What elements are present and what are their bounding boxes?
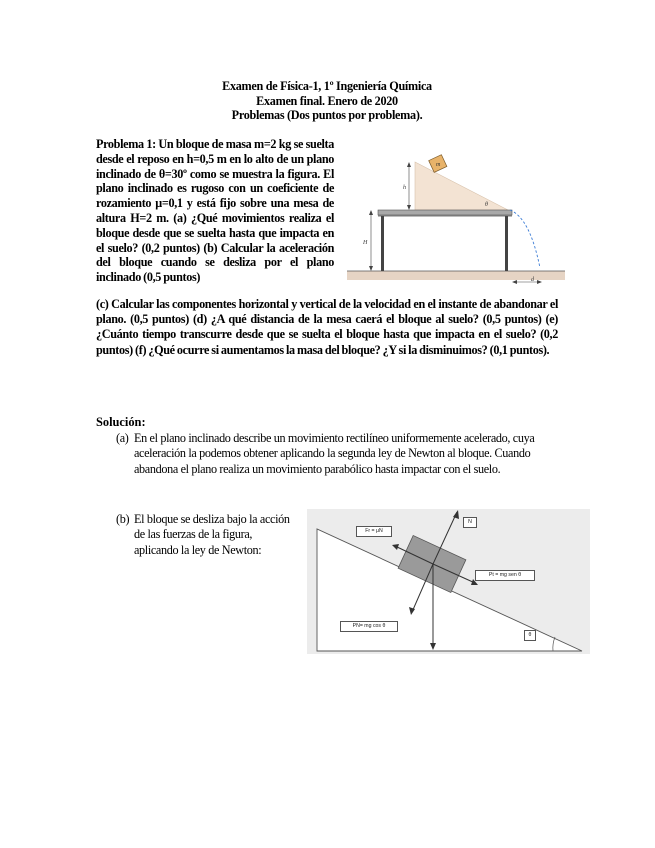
friction-force-label: Fr = μN [356, 526, 392, 537]
table-leg-left [381, 216, 384, 271]
item-a-label: (a) [116, 431, 129, 445]
normal-force-label: N [463, 517, 477, 528]
free-body-diagram [307, 509, 590, 654]
solution-item-a [116, 431, 562, 477]
table-leg-right [505, 216, 508, 271]
exam-scoring-note: Problemas (Dos puntos por problema). [231, 108, 423, 122]
d-label: d [531, 277, 534, 283]
solution-item-b [116, 512, 296, 558]
item-a-text: En el plano inclinado describe un movimiento rectilíneo uniformemente acelerado, cuya aceleración la podemos obtener aplicando la segunda ley de Newton al bloque. Cuando abandona el plano realiza un movimiento parabólico hasta impactar con el suelo. [134, 431, 535, 476]
theta-label: θ [485, 202, 488, 208]
angle-label: θ [524, 630, 536, 641]
problem-1-statement-continued: (c) Calcular las componentes horizontal y vertical de la velocidad en el instante de abandonar el plano. (0,5 puntos) (d) ¿A qué distancia de la mesa caerá el bloque al suelo? (0,5 puntos) (e) ¿Cuánto tiempo transcurre desde que se suelta el bloque hasta que impacta en el suelo? (0,2 puntos) (f) ¿Qué ocurre si aumentamos la masa del bloque? ¿Y si la disminuimos? (0,1 puntos). [96, 297, 558, 357]
item-b-text: El bloque se desliza bajo la acción de las fuerzas de la figura, aplicando la ley de Newton: [134, 512, 290, 557]
H-label: H [363, 240, 368, 246]
incline-plane [415, 162, 508, 210]
exam-subtitle: Examen final. Enero de 2020 [256, 93, 398, 108]
exam-header [96, 79, 558, 123]
exam-title: Examen de Física-1, 1º Ingeniería Química [222, 79, 432, 93]
h-label: h [403, 185, 406, 191]
parallel-weight-label: Pt = mg sen θ [475, 570, 535, 581]
table-top [378, 210, 512, 215]
block-mass-label: m [436, 162, 441, 168]
solution-heading: Solución: [96, 415, 146, 429]
projectile-trajectory [510, 210, 540, 268]
problem-1-statement: Problema 1: Un bloque de masa m=2 kg se suelta desde el reposo en h=0,5 m en lo alto de un plano inclinado de θ=30º como se muestra la figura. El plano inclinado es rugoso con un coeficiente de rozamiento μ=0,1 y está fijo sobre una mesa de altura H=2 m. (a) ¿Qué movimientos realiza el bloque desde que se suelta hasta que impacta en el suelo? (0,2 puntos) (b) Calcular la aceleración del bloque cuando se desliza por el plano inclinado (0,5 puntos) [96, 137, 334, 285]
perpendicular-weight-label: PN= mg cos θ [340, 621, 398, 632]
incline-table-figure [345, 150, 567, 285]
item-b-label: (b) [116, 512, 130, 526]
